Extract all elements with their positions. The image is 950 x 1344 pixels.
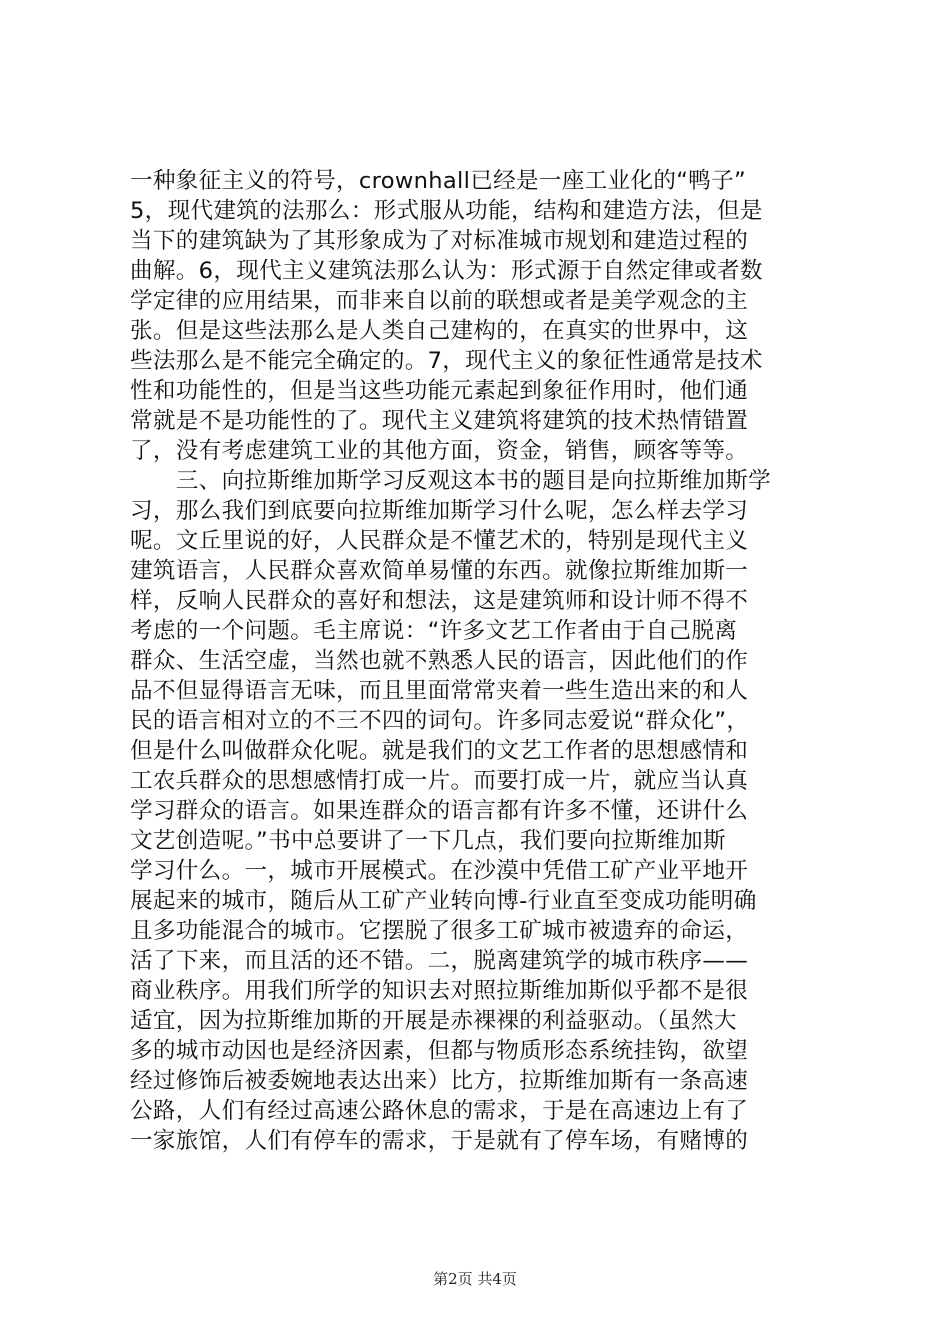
text-line: 公路，人们有经过高速公路休息的需求，于是在高速边上有了: [130, 1098, 749, 1124]
page-footer: [0, 1268, 950, 1289]
text-line: 学定律的应用结果，而非来自以前的联想或者是美学观念的主: [130, 288, 749, 314]
text-line: 三、向拉斯维加斯学习反观这本书的题目是向拉斯维加斯学: [130, 468, 772, 494]
text-line: 群众、生活空虚，当然也就不熟悉人民的语言，因此他们的作: [130, 648, 749, 674]
text-line: 样，反响人民群众的喜好和想法，这是建筑师和设计师不得不: [130, 588, 749, 614]
text-line: 曲解。6，现代主义建筑法那么认为：形式源于自然定律或者数: [130, 258, 763, 284]
text-line: 但是什么叫做群众化呢。就是我们的文艺工作者的思想感情和: [130, 738, 749, 764]
page-number-label: 第2页 共4页: [433, 1270, 517, 1288]
text-line: 学习群众的语言。如果连群众的语言都有许多不懂，还讲什么: [130, 798, 749, 824]
text-line: 建筑语言，人民群众喜欢简单易懂的东西。就像拉斯维加斯一: [130, 558, 749, 584]
text-line: 呢。文丘里说的好，人民群众是不懂艺术的，特别是现代主义: [130, 528, 749, 554]
text-line: 些法那么是不能完全确定的。7，现代主义的象征性通常是技术: [130, 348, 763, 374]
text-line: 性和功能性的，但是当这些功能元素起到象征作用时，他们通: [130, 378, 749, 404]
text-line: 习，那么我们到底要向拉斯维加斯学习什么呢，怎么样去学习: [130, 498, 749, 524]
text-line: 活了下来，而且活的还不错。二，脱离建筑学的城市秩序——: [130, 948, 749, 974]
text-line: 了，没有考虑建筑工业的其他方面，资金，销售，顾客等等。: [130, 438, 749, 464]
body-text: [130, 166, 830, 1156]
text-line: 且多功能混合的城市。它摆脱了很多工矿城市被遗弃的命运，: [130, 918, 749, 944]
text-line: 工农兵群众的思想感情打成一片。而要打成一片，就应当认真: [130, 768, 749, 794]
text-line: 当下的建筑缺为了其形象成为了对标准城市规划和建造过程的: [130, 228, 749, 254]
text-line: 多的城市动因也是经济因素，但都与物质形态系统挂钩，欲望: [130, 1038, 749, 1064]
text-line: 适宜，因为拉斯维加斯的开展是赤裸裸的利益驱动。（虽然大: [130, 1008, 737, 1034]
text-line: 商业秩序。用我们所学的知识去对照拉斯维加斯似乎都不是很: [130, 978, 749, 1004]
text-line: 张。但是这些法那么是人类自己建构的，在真实的世界中，这: [130, 318, 749, 344]
text-line: 展起来的城市，随后从工矿产业转向博-行业直至变成功能明确: [130, 888, 757, 914]
text-line: 品不但显得语言无味，而且里面常常夹着一些生造出来的和人: [130, 678, 749, 704]
text-line: 一家旅馆，人们有停车的需求，于是就有了停车场，有赌博的: [130, 1128, 749, 1154]
text-line: 文艺创造呢。”书中总要讲了一下几点，我们要向拉斯维加斯: [130, 828, 726, 854]
text-line: 考虑的一个问题。毛主席说：“许多文艺工作者由于自己脱离: [130, 618, 738, 644]
text-line: 学习什么。一，城市开展模式。在沙漠中凭借工矿产业平地开: [130, 858, 749, 884]
text-line: 常就是不是功能性的了。现代主义建筑将建筑的技术热情错置: [130, 408, 749, 434]
text-line: 经过修饰后被委婉地表达出来）比方，拉斯维加斯有一条高速: [130, 1068, 749, 1094]
text-line: 民的语言相对立的不三不四的词句。许多同志爱说“群众化”，: [130, 708, 750, 734]
text-line: 5，现代建筑的法那么：形式服从功能，结构和建造方法，但是: [130, 198, 763, 224]
text-line: 一种象征主义的符号，crownhall已经是一座工业化的“鸭子”: [130, 168, 747, 194]
